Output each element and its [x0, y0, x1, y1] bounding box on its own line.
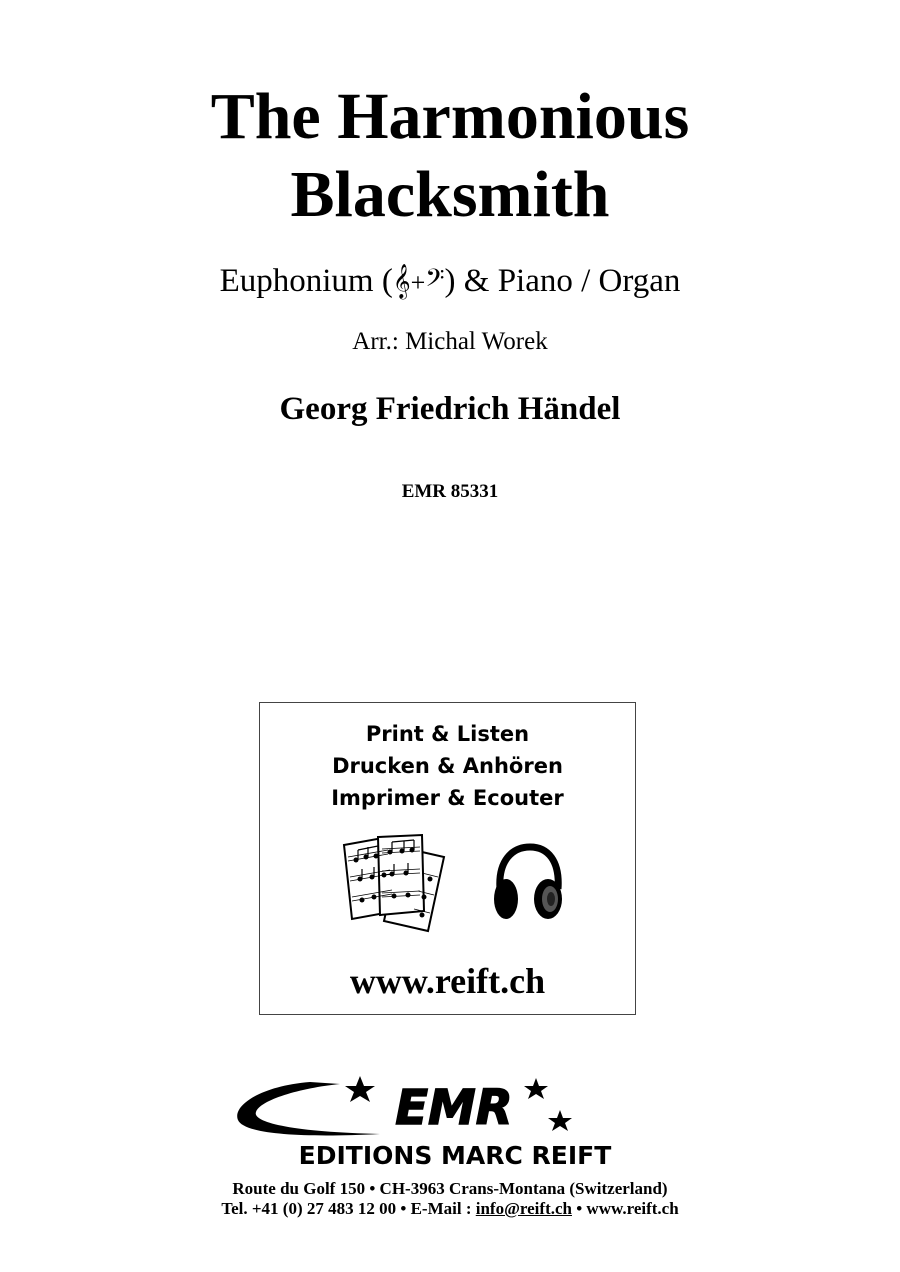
publisher-wordmark: EDITIONS MARC REIFT: [298, 1141, 612, 1170]
emr-logo: [230, 1072, 680, 1170]
catalog-number: EMR 85331: [401, 481, 499, 502]
publisher-address: Route du Golf 150 • CH-3963 Crans-Montana (Switzerland): [232, 1179, 668, 1198]
contact-phone: Tel. +41 (0) 27 483 12 00 • E-Mail :: [221, 1199, 476, 1218]
print-listen-box: [259, 702, 636, 1015]
sheet-music-icon: [338, 833, 470, 933]
treble-clef-icon: 𝄞: [392, 264, 411, 299]
promo-line-1: Print & Listen: [365, 722, 530, 746]
instrumentation-suffix: ) & Piano / Organ: [444, 263, 681, 299]
instrumentation: [0, 261, 900, 303]
title-line-1: The Harmonious: [210, 80, 690, 153]
promo-url: www.reift.ch: [349, 961, 546, 1001]
instrumentation-prefix: Euphonium (: [219, 263, 393, 299]
clef-plus: +: [410, 268, 426, 297]
arranger: Arr.: Michal Worek: [352, 328, 548, 355]
contact-website[interactable]: • www.reift.ch: [571, 1199, 679, 1218]
promo-line-2: Drucken & Anhören: [332, 754, 563, 778]
promo-line-3: Imprimer & Ecouter: [331, 786, 564, 810]
logo-text: EMR: [395, 1080, 513, 1136]
title: [0, 78, 900, 234]
bass-clef-icon: 𝄢: [425, 264, 445, 299]
headphones-icon: [492, 843, 564, 925]
publisher-contact: [0, 1198, 900, 1220]
title-line-2: Blacksmith: [290, 158, 610, 231]
email-link[interactable]: info@reift.ch: [475, 1199, 572, 1218]
composer: Georg Friedrich Händel: [279, 391, 621, 427]
